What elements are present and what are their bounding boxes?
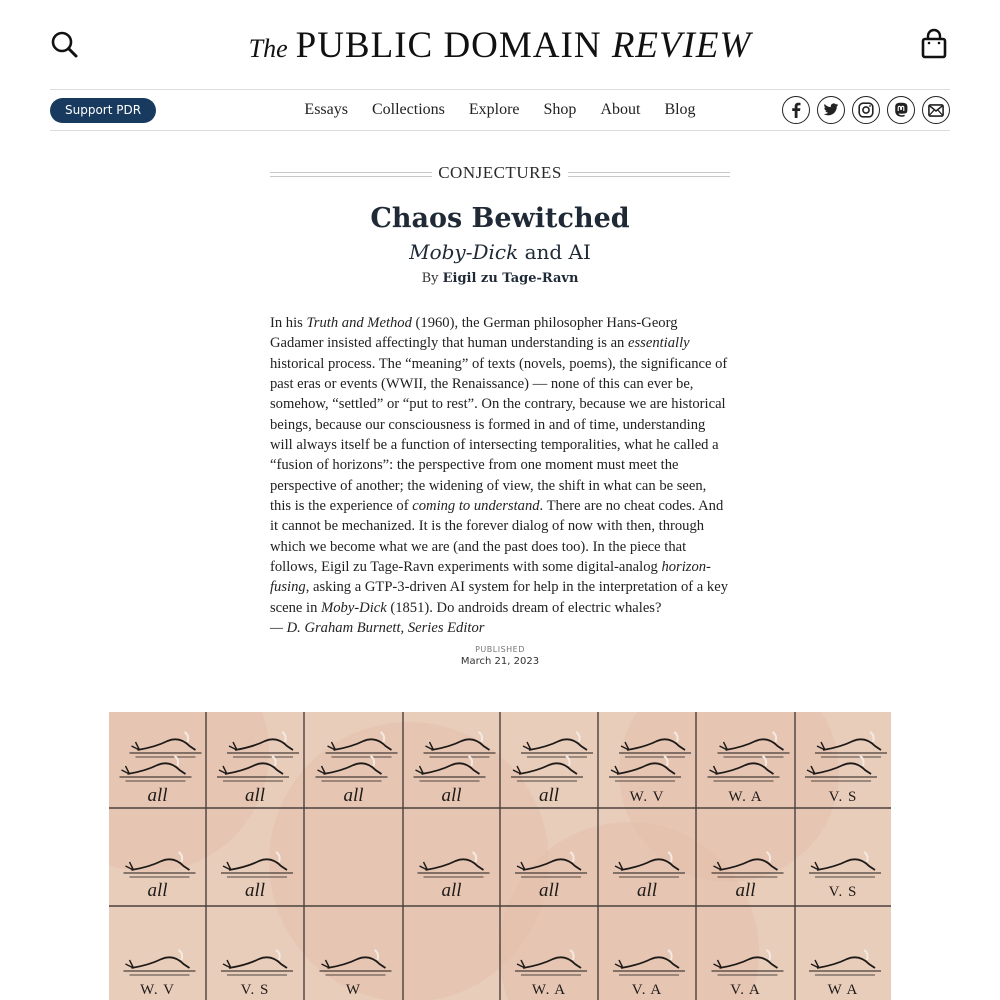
whale-chart-illustration — [109, 712, 891, 1000]
cell-label: W. V — [140, 982, 175, 998]
cell-label: W — [345, 982, 362, 998]
intro-text: , asking a GTP-3-driven AI system for help in the interpretation of a key scene in — [270, 579, 728, 616]
intro-emphasis: essentially — [628, 335, 690, 352]
nav-explore[interactable]: Explore — [468, 101, 520, 118]
article-category — [270, 163, 730, 185]
article-subtitle — [0, 240, 1000, 264]
cell-label: all — [538, 785, 560, 806]
nav-essays[interactable]: Essays — [304, 101, 348, 118]
cell-label: V. S — [828, 789, 858, 805]
site-logo[interactable] — [0, 24, 1000, 67]
shopping-bag-icon — [920, 28, 948, 60]
intro-emphasis: Moby-Dick — [321, 599, 387, 616]
article-title: Chaos Bewitched — [370, 203, 630, 234]
byline-prefix: By — [421, 271, 443, 286]
cell-label: all — [244, 880, 266, 901]
shop-cart-button[interactable] — [920, 28, 948, 60]
email-icon — [928, 104, 944, 117]
email-link[interactable] — [922, 96, 950, 124]
kicker-rule-left — [270, 172, 432, 177]
intro-text: In his — [270, 315, 307, 331]
cell-label: W. A — [728, 789, 763, 805]
logo-the: The — [248, 34, 288, 63]
publication-info — [0, 645, 1000, 667]
cell-label: all — [441, 880, 462, 901]
logo-review: REVIEW — [611, 25, 752, 66]
editor-signature: — D. Graham Burnett, Series Editor — [270, 620, 485, 637]
nav-shop[interactable]: Shop — [543, 101, 577, 118]
editor-introduction — [270, 313, 730, 639]
article-lead-image[interactable] — [109, 712, 891, 1000]
support-pdr-button[interactable]: Support PDR — [50, 98, 156, 123]
cell-label: all — [636, 880, 658, 901]
cell-label: W. A — [531, 982, 567, 998]
nav-about[interactable]: About — [600, 101, 641, 118]
category-label[interactable]: CONJECTURES — [438, 163, 562, 182]
intro-text: (1960), the German philosopher Hans-Georg Gadamer insisted affectingly that human understanding is an — [270, 315, 678, 352]
published-date: March 21, 2023 — [460, 656, 540, 667]
intro-text: historical process. The “meaning” of texts (novels, poems), the significance of past eras or events (WWII, the Renaissance) — none of this can ever be, somehow, “settled” or “put to rest”. On the contrary, because we are historical beings, because our consciousness is formed in and of time, understanding will always itself be a function of intersecting temporalities, what he called a “fusion of horizons”: the perspective from one moment must meet the perspective of another; the widening of view, the shift in what can be seen, this is the experience of — [270, 355, 728, 515]
kicker-rule-right — [568, 172, 730, 177]
byline — [0, 271, 1000, 286]
cell-label: all — [147, 880, 168, 901]
cell-label: W A — [827, 982, 859, 998]
mastodon-icon — [893, 102, 909, 118]
cell-label: all — [538, 880, 560, 901]
cell-label: all — [441, 785, 462, 806]
cell-label: V. A — [631, 982, 663, 998]
cell-label: all — [147, 785, 168, 806]
intro-emphasis: Truth and Method — [306, 315, 412, 331]
subtitle-rest: and AI — [518, 240, 591, 264]
cell-label: all — [244, 785, 266, 806]
cell-label: V. S — [828, 884, 858, 900]
intro-emphasis: coming to understand — [412, 498, 540, 515]
facebook-link[interactable] — [782, 96, 810, 124]
published-label: PUBLISHED — [475, 645, 525, 654]
social-links — [782, 96, 950, 124]
main-navigation — [50, 89, 950, 131]
intro-text: . There are no cheat codes. And it cannot be mechanized. It is the forever dialog of now with then, through which we become what we are (and the past does too). In the piece that follows, Eigil zu Tage-Ravn experiments with some digital-analog — [270, 498, 724, 576]
twitter-link[interactable] — [817, 96, 845, 124]
instagram-icon — [858, 102, 874, 118]
site-header — [0, 0, 1000, 90]
cell-label: V. S — [240, 982, 270, 998]
twitter-icon — [823, 103, 839, 117]
cell-label: W. V — [629, 789, 665, 805]
logo-main: PUBLIC DOMAIN — [295, 25, 602, 66]
subtitle-emphasis: Moby-Dick — [409, 240, 519, 264]
cell-label: all — [735, 880, 756, 901]
nav-collections[interactable]: Collections — [371, 101, 445, 118]
cell-label: all — [343, 785, 364, 806]
author-link[interactable]: Eigil zu Tage-Ravn — [442, 271, 579, 286]
facebook-icon — [789, 102, 803, 118]
intro-text: (1851). Do androids dream of electric whales? — [386, 599, 662, 616]
instagram-link[interactable] — [852, 96, 880, 124]
cell-label: V. A — [730, 982, 761, 998]
nav-blog[interactable]: Blog — [664, 101, 696, 118]
mastodon-link[interactable] — [887, 96, 915, 124]
intro-emphasis: horizon-fusing — [270, 559, 711, 596]
